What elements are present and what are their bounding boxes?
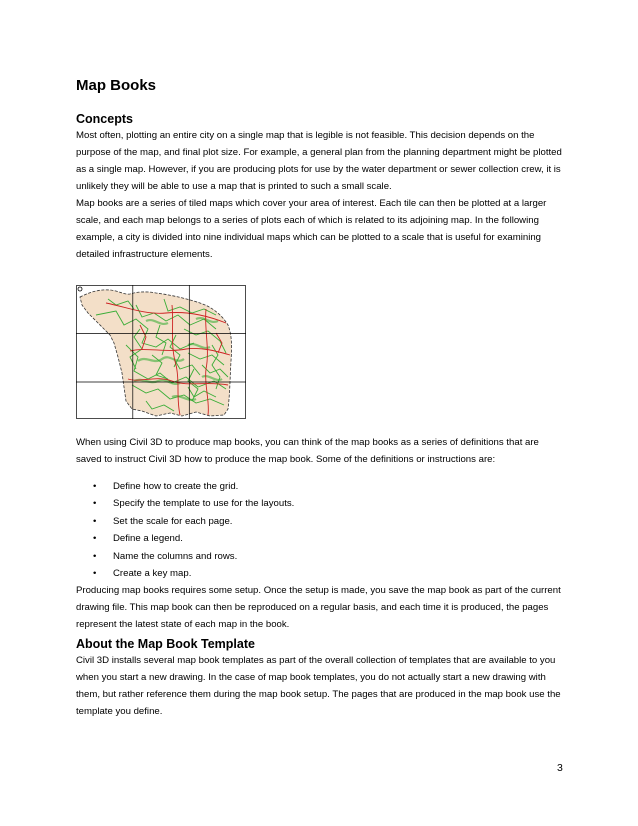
grid-origin-marker (78, 287, 82, 291)
list-item-text: Define a legend. (113, 533, 183, 545)
paragraph-text: Civil 3D installs several map book templates as part of the overall collection of templates that are available to you when you start a new drawing. In the case of map book templates, you do not actually start a new drawing with them, but rather reference them during the map book setup. The pages that are produced in the map book use the template you define. (76, 655, 561, 717)
paragraph-text: Map books are a series of tiled maps which cover your area of interest. Each tile can then be plotted at a larger scale, and each map belongs to a series of plots each of which is related to its adjoining map. In the following example, a city is divided into nine individual maps which can be plotted to a scale that is useful for examining detailed infrastructure elements. (76, 198, 547, 260)
bullet-icon: • (93, 498, 97, 510)
concepts-paragraph-1 (76, 127, 566, 195)
list-item-text: Create a key map. (113, 567, 192, 579)
setup-paragraph (76, 582, 566, 633)
template-heading: About the Map Book Template (76, 637, 255, 651)
definitions-intro (76, 434, 566, 468)
bullet-icon: • (93, 567, 97, 579)
list-item-text: Name the columns and rows. (113, 550, 238, 562)
page-number: 3 (557, 762, 563, 774)
list-item-text: Set the scale for each page. (113, 515, 233, 527)
bullet-icon: • (93, 481, 97, 492)
city-map-grid-figure (76, 285, 246, 419)
city-area (80, 290, 232, 416)
page-title: Map Books (76, 77, 157, 94)
concepts-heading: Concepts (76, 112, 133, 126)
paragraph-text: Most often, plotting an entire city on a single map that is legible is not feasible. This decision depends on the purpose of the map, and final plot size. For example, a general plan from the planning department might be plotted as a single map. However, if you are producing plots for use by the water department or sewer collection crew, it is unlikely they will be able to use a map that is printed to such a small scale. (76, 130, 562, 192)
paragraph-text: Producing map books requires some setup. Once the setup is made, you save the map book as part of the current drawing file. This map book can then be reproduced on a regular basis, and each time it is produced, the pages represent the latest state of each map in the book. (76, 585, 561, 630)
paragraph-text: When using Civil 3D to produce map books, you can think of the map books as a series of definitions that are saved to instruct Civil 3D how to produce the map book. Some of the definitions or instructions are: (76, 437, 539, 465)
list-item-text: Specify the template to use for the layouts. (113, 498, 295, 510)
bullet-icon: • (93, 550, 97, 562)
list-item-text: Define how to create the grid. (113, 481, 239, 492)
bullet-icon: • (93, 515, 97, 527)
concepts-paragraph-2 (76, 195, 566, 263)
bullet-icon: • (93, 533, 97, 545)
template-paragraph (76, 652, 566, 720)
